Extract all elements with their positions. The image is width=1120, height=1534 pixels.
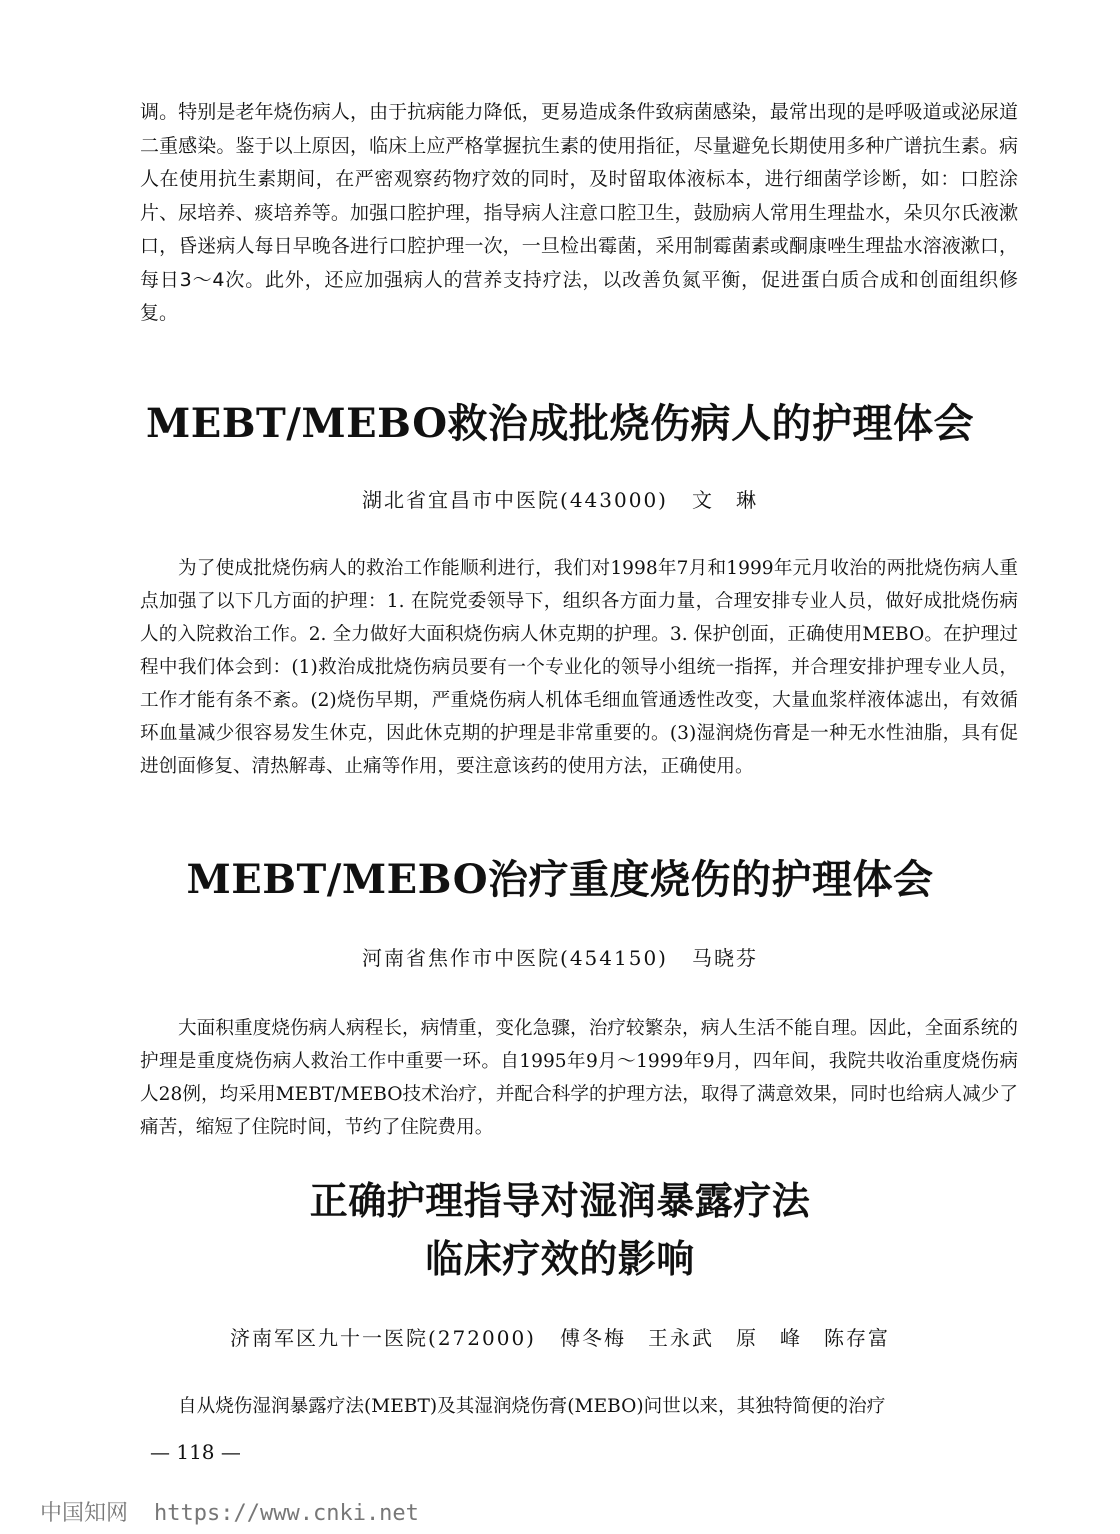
- affiliation-1: 湖北省宜昌市中医院(443000): [362, 488, 668, 512]
- article-paragraph-1: 为了使成批烧伤病人的救治工作能顺利进行，我们对1998年7月和1999年元月收治的两批烧伤病人重点加强了以下几方面的护理：1. 在院党委领导下，组织各方面力量，合理安排专业人员，做好成批烧伤病人的入院救治工作。2. 全力做好大面积烧伤病人休克期的护理。3. 保护创面，正确使用MEBO。在护理过程中我们体会到：(1)救治成批烧伤病员要有一个专业化的领导小组统一指挥，并合理安排护理专业人员，工作才能有条不紊。(2)烧伤早期，严重烧伤病人机体毛细血管通透性改变，大量血浆样液体滤出，有效循环血量减少很容易发生休克，因此休克期的护理是非常重要的。(3)湿润烧伤膏是一种无水性油脂，具有促进创面修复、清热解毒、止痛等作用，要注意该药的使用方法，正确使用。: [140, 558, 1018, 777]
- article-title-3-line-1: 正确护理指导对湿润暴露疗法: [309, 1179, 811, 1223]
- affiliation-2: 河南省焦作市中医院(454150): [362, 946, 668, 970]
- article-paragraph-3: 自从烧伤湿润暴露疗法(MEBT)及其湿润烧伤膏(MEBO)问世以来，其独特简便的治疗: [178, 1396, 886, 1417]
- article-title-1: MEBT/MEBO救治成批烧伤病人的护理体会: [145, 400, 975, 447]
- author-1: 文 琳: [691, 488, 758, 512]
- page-number: — 118 —: [150, 1440, 241, 1464]
- article-title-2: MEBT/MEBO治疗重度烧伤的护理体会: [186, 856, 934, 903]
- authors-3: 傅冬梅 王永武 原 峰 陈存富: [559, 1326, 890, 1350]
- continued-paragraph: 调。特别是老年烧伤病人，由于抗病能力降低，更易造成条件致病菌感染，最常出现的是呼吸道或泌尿道二重感染。鉴于以上原因，临床上应严格掌握抗生素的使用指征，尽量避免长期使用多种广谱抗生素。病人在使用抗生素期间，在严密观察药物疗效的同时，及时留取体液标本，进行细菌学诊断，如：口腔涂片、尿培养、痰培养等。加强口腔护理，指导病人注意口腔卫生，鼓励病人常用生理盐水，朵贝尔氏液漱口，昏迷病人每日早晚各进行口腔护理一次，一旦检出霉菌，采用制霉菌素或酮康唑生理盐水溶液漱口，每日3～4次。此外，还应加强病人的营养支持疗法，以改善负氮平衡，促进蛋白质合成和创面组织修复。: [140, 101, 1018, 324]
- footer-brand: 中国知网: [40, 1501, 129, 1526]
- article-title-3-line-2: 临床疗效的影响: [425, 1237, 695, 1281]
- affiliation-line-2: [0, 942, 1120, 971]
- author-2: 马晓芬: [691, 946, 758, 970]
- article-title-3: [0, 1172, 1120, 1288]
- article-paragraph-2: 大面积重度烧伤病人病程长，病情重，变化急骤，治疗较繁杂，病人生活不能自理。因此，全面系统的护理是重度烧伤病人救治工作中重要一环。自1995年9月～1999年9月，四年间，我院共收治重度烧伤病人28例，均采用MEBT/MEBO技术治疗，并配合科学的护理方法，取得了满意效果，同时也给病人减少了痛苦，缩短了住院时间，节约了住院费用。: [140, 1018, 1018, 1138]
- affiliation-line-1: [0, 484, 1120, 513]
- footer-watermark: [40, 1496, 419, 1527]
- affiliation-3: 济南军区九十一医院(272000): [230, 1326, 536, 1350]
- affiliation-line-3: [0, 1322, 1120, 1351]
- footer-url[interactable]: https://www.cnki.net: [154, 1501, 419, 1526]
